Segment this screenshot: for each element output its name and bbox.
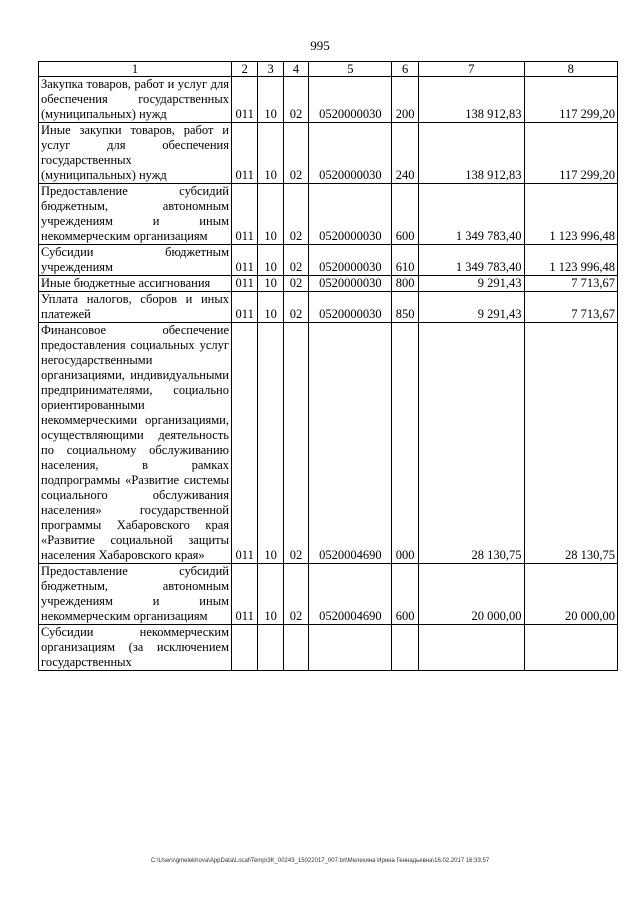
row-name: Иные бюджетные ассигнования: [39, 276, 232, 292]
header-cell: 6: [392, 62, 418, 77]
cell-code-1: 011: [232, 292, 258, 323]
cell-target: 0520000030: [309, 292, 392, 323]
cell-amount-1: 138 912,83: [418, 123, 524, 184]
cell-subsection: 02: [283, 323, 308, 564]
cell-target: 0520000030: [309, 77, 392, 123]
cell-amount-1: 9 291,43: [418, 292, 524, 323]
cell-section: 10: [258, 123, 283, 184]
cell-section: 10: [258, 77, 283, 123]
cell-code-1: 011: [232, 245, 258, 276]
table-row: [39, 245, 618, 276]
cell-type: 850: [392, 292, 418, 323]
header-cell: 5: [309, 62, 392, 77]
cell-section: [258, 625, 283, 671]
budget-table: [38, 61, 618, 671]
cell-amount-2: 1 123 996,48: [524, 184, 617, 245]
cell-type: 200: [392, 77, 418, 123]
header-cell: 7: [418, 62, 524, 77]
row-name: Финансовое обеспечение предоставления социальных услуг негосударственными организациями, индивидуальными предпринимателями, социально ориентированными некоммерческими организациями, осуществляющими деятельность по социальному обслуживанию населения, в рамках подпрограммы «Развитие системы социального обслуживания населения» государственной программы Хабаровского края «Развитие социальной защиты населения Хабаровского края»: [39, 323, 232, 564]
cell-type: 610: [392, 245, 418, 276]
row-name: Закупка товаров, работ и услуг для обеспечения государственных (муниципальных) нужд: [39, 77, 232, 123]
cell-type: 000: [392, 323, 418, 564]
cell-code-1: [232, 625, 258, 671]
cell-section: 10: [258, 245, 283, 276]
table-row: [39, 77, 618, 123]
cell-type: 800: [392, 276, 418, 292]
cell-target: 0520004690: [309, 564, 392, 625]
cell-amount-2: 1 123 996,48: [524, 245, 617, 276]
cell-amount-2: 20 000,00: [524, 564, 617, 625]
cell-target: [309, 625, 392, 671]
header-cell: 2: [232, 62, 258, 77]
cell-amount-2: [524, 625, 617, 671]
cell-type: 600: [392, 184, 418, 245]
cell-amount-2: 117 299,20: [524, 77, 617, 123]
table-row: [39, 184, 618, 245]
header-row: [39, 62, 618, 77]
cell-amount-2: 7 713,67: [524, 292, 617, 323]
page-number: 995: [310, 38, 330, 53]
cell-amount-2: 7 713,67: [524, 276, 617, 292]
cell-amount-1: [418, 625, 524, 671]
cell-code-1: 011: [232, 77, 258, 123]
header-cell: 3: [258, 62, 283, 77]
cell-amount-1: 20 000,00: [418, 564, 524, 625]
cell-target: 0520000030: [309, 184, 392, 245]
cell-amount-2: 28 130,75: [524, 323, 617, 564]
file-path-footer: C:\Users\gmelekhova\AppData\Local\Temp\3K_00243_15022017_007.txt\Мелехина Ирина Геннадьевна\16.02.2017 16:33:57: [150, 858, 490, 864]
cell-amount-1: 138 912,83: [418, 77, 524, 123]
cell-amount-1: 1 349 783,40: [418, 184, 524, 245]
cell-code-1: 011: [232, 276, 258, 292]
cell-subsection: 02: [283, 77, 308, 123]
cell-code-1: 011: [232, 323, 258, 564]
table-row: [39, 625, 618, 671]
row-name: Субсидии некоммерческим организациям (за исключением государственных: [39, 625, 232, 671]
table-row: [39, 123, 618, 184]
cell-section: 10: [258, 292, 283, 323]
row-name: Уплата налогов, сборов и иных платежей: [39, 292, 232, 323]
cell-subsection: 02: [283, 184, 308, 245]
table-row: [39, 323, 618, 564]
cell-type: [392, 625, 418, 671]
cell-code-1: 011: [232, 564, 258, 625]
header-cell: 8: [524, 62, 617, 77]
cell-section: 10: [258, 564, 283, 625]
cell-amount-1: 9 291,43: [418, 276, 524, 292]
cell-target: 0520000030: [309, 245, 392, 276]
header-cell: 1: [39, 62, 232, 77]
cell-amount-2: 117 299,20: [524, 123, 617, 184]
row-name: Иные закупки товаров, работ и услуг для обеспечения государственных (муниципальных) нужд: [39, 123, 232, 184]
cell-section: 10: [258, 184, 283, 245]
cell-section: 10: [258, 323, 283, 564]
cell-amount-1: 1 349 783,40: [418, 245, 524, 276]
cell-code-1: 011: [232, 123, 258, 184]
cell-subsection: 02: [283, 564, 308, 625]
cell-code-1: 011: [232, 184, 258, 245]
cell-subsection: 02: [283, 123, 308, 184]
cell-type: 240: [392, 123, 418, 184]
table-row: [39, 564, 618, 625]
cell-section: 10: [258, 276, 283, 292]
table-row: [39, 276, 618, 292]
cell-target: 0520000030: [309, 123, 392, 184]
cell-target: 0520004690: [309, 323, 392, 564]
row-name: Предоставление субсидий бюджетным, автономным учреждениям и иным некоммерческим организациям: [39, 564, 232, 625]
table-row: [39, 292, 618, 323]
cell-subsection: 02: [283, 245, 308, 276]
row-name: Предоставление субсидий бюджетным, автономным учреждениям и иным некоммерческим организациям: [39, 184, 232, 245]
cell-target: 0520000030: [309, 276, 392, 292]
cell-amount-1: 28 130,75: [418, 323, 524, 564]
cell-type: 600: [392, 564, 418, 625]
header-cell: 4: [283, 62, 308, 77]
row-name: Субсидии бюджетным учреждениям: [39, 245, 232, 276]
cell-subsection: 02: [283, 292, 308, 323]
cell-subsection: [283, 625, 308, 671]
cell-subsection: 02: [283, 276, 308, 292]
